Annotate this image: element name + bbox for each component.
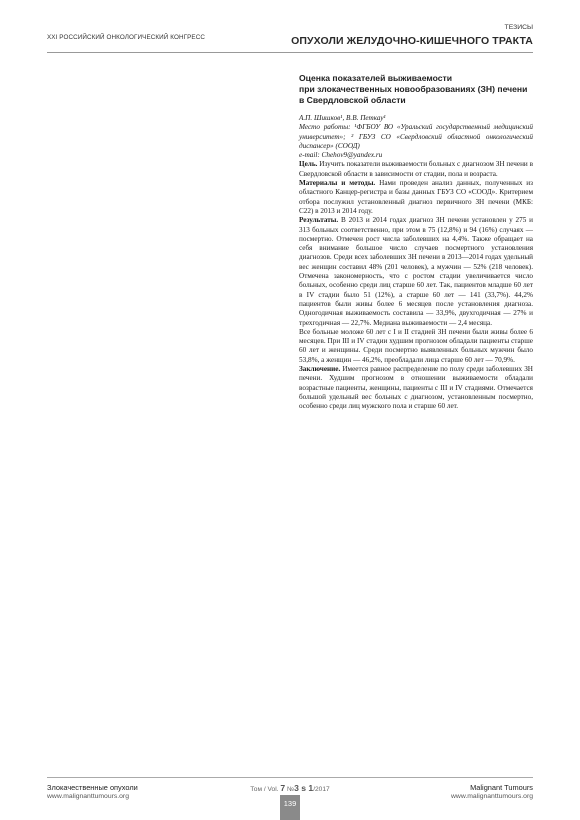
section-results [299, 216, 533, 328]
journal-name-en: Malignant Tumours [470, 783, 533, 792]
issue-year: /2017 [313, 786, 330, 793]
article-authors: А.П. Шишков¹, В.В. Петкау¹ [299, 114, 386, 122]
volume-prefix: Том / Vol. [250, 786, 279, 793]
section-text-methods: Нами проведен анализ данных, полученных из областного Канцер-регистра и базы данных ГБУЗ СО «СООД». Критерием отбора послужил установленный диагноз первичного ЗН печени (МКБ: С22) в 2013 и 2014 году. [299, 179, 533, 215]
title-line: в Свердловской области [299, 95, 406, 105]
article [299, 73, 533, 412]
issue-prefix: № [286, 786, 295, 793]
header-divider [47, 52, 533, 53]
section-label-results: Результаты. [299, 216, 339, 225]
issue-number: 3 s 1 [294, 783, 314, 793]
section-label-methods: Материалы и методы. [299, 179, 376, 188]
article-affiliation: Место работы: ¹ФГБОУ ВО «Уральский государственный медицинский университет»; ² ГБУЗ СО «Свердловский областной онкологический диспансер» (СООД) [299, 123, 533, 150]
title-line: Оценка показателей выживаемости [299, 73, 453, 83]
section-text-results-continued: Все больные моложе 60 лет с I и II стадией ЗН печени были живы более 6 месяцев. При III и IV стадии худшим прогнозом обладали пациенты старше 60 лет и женщины. Среди посмертно выявленных больных мужчин было 53,8%, а женщин — 46,2%, преобладали лица старше 60 лет — 70,9%. [299, 327, 533, 364]
footer-right [451, 783, 533, 800]
section-aim [299, 160, 533, 179]
article-title [299, 73, 533, 106]
footer-divider [47, 777, 533, 778]
journal-url-left[interactable]: www.malignanttumours.org [47, 793, 129, 800]
section-methods [299, 179, 533, 216]
congress-name: XXI РОССИЙСКИЙ ОНКОЛОГИЧЕСКИЙ КОНГРЕСС [47, 34, 206, 41]
section-label-aim: Цель. [299, 160, 318, 169]
journal-url-right[interactable]: www.malignanttumours.org [451, 793, 533, 800]
title-line: при злокачественных новообразованиях (ЗН) печени [299, 84, 528, 94]
section-text-aim: Изучить показатели выживаемости больных с диагнозом ЗН печени в Свердловской области в зависимости от стадии, пола и возраста. [299, 160, 533, 178]
section-results-continued [299, 328, 533, 365]
article-email: e-mail: Chehov9@yandex.ru [299, 151, 383, 160]
section-title: ОПУХОЛИ ЖЕЛУДОЧНО-КИШЕЧНОГО ТРАКТА [291, 35, 533, 47]
section-label-conclusion: Заключение. [299, 365, 341, 374]
section-header [291, 24, 533, 47]
section-conclusion [299, 365, 533, 411]
section-label: ТЕЗИСЫ [504, 24, 533, 31]
section-text-results: В 2013 и 2014 годах диагноз ЗН печени установлен у 275 и 313 больных соответственно, при этом в 75 (12,8%) и 94 (16%) случаях — посмертно. Отмечен рост числа заболевших на 4,4%. Также обращает на себя внимание большое число случаев посмертного установления диагнозов. Среди всех заболевших ЗН печени в 2013—2014 годах удельный вес женщин составил 48% (201 человек), а мужчин — 52% (218 человек). Отмечена закономерность, что с ростом стадии увеличивается число больных, особенно среди лиц старше 60 лет. Так, пациентов младше 60 лет в IV стадии было 51 (12%), а старше 60 лет — 141 (33,7%). 44,2% пациентов были живы более 6 месяцев после установления диагноза. Одногодичная выживаемость составила — 33,9%, двухгодичная — 27% и трехгодичная — 22,7%. Медиана выживаемости — 2,4 месяца. [299, 216, 533, 327]
journal-name-ru: Злокачественные опухоли [47, 783, 138, 792]
section-text-conclusion: Имеется равное распределение по полу среди заболевших ЗН печени. Худшим прогнозом в отношении выживаемости обладали возрастные пациенты, женщины, пациенты с III и IV стадиями. Отмечается большой удельный вес больных с диагнозом, установленным посмертно, особенно среди лиц мужского пола и старше 60 лет. [299, 365, 533, 411]
page-number: 139 [280, 795, 300, 820]
volume-number: 7 [280, 783, 286, 793]
